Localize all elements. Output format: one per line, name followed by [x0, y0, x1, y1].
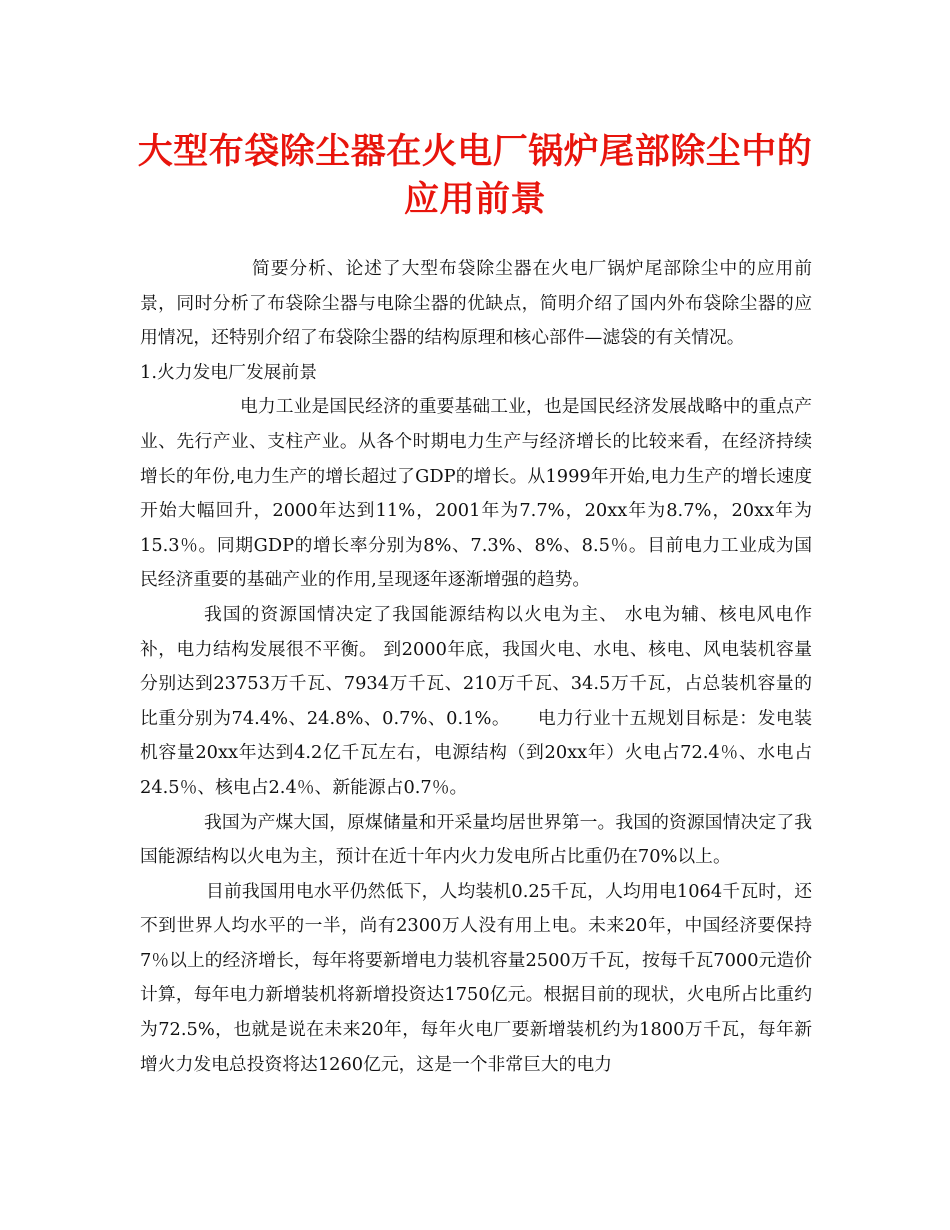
body-paragraph-3: 我国为产煤大国，原煤储量和开采量均居世界第一。我国的资源国情决定了我国能源结构以火电为主，预计在近十年内火力发电所占比重仍在70%以上。: [140, 811, 812, 868]
abstract-paragraph: 简要分析、论述了大型布袋除尘器在火电厂锅炉尾部除尘中的应用前景，同时分析了布袋除尘器与电除尘器的优缺点，简明介绍了国内外布袋除尘器的应用情况，还特别介绍了布袋除尘器的结构原理和核心部件—滤袋的有关情况。: [140, 258, 812, 349]
body-paragraph-4: 目前我国用电水平仍然低下，人均装机0.25千瓦，人均用电1064千瓦时，还不到世界人均水平的一半，尚有2300万人没有用上电。未来20年，中国经济要保持7％以上的经济增长，每年将要新增电力装机容量2500万千瓦，按每千瓦7000元造价计算，每年电力新增装机将新增投资达1750亿元。根据目前的现状，火电所占比重约为72.5%，也就是说在未来20年，每年火电厂要新增装机约为1800万千瓦，每年新增火力发电总投资将达1260亿元，这是一个非常巨大的电力: [140, 880, 812, 1075]
document-body: [140, 252, 812, 1082]
title-line-1: 大型布袋除尘器在火电厂锅炉尾部除尘中的: [137, 132, 813, 172]
document-title: [100, 128, 850, 224]
section-heading: 1.火力发电厂发展前景: [140, 361, 317, 383]
title-line-2: 应用前景: [403, 180, 546, 220]
body-paragraph-2: 我国的资源国情决定了我国能源结构以火电为主、 水电为辅、核电风电作补，电力结构发展很不平衡。 到2000年底，我国火电、水电、核电、风电装机容量分别达到23753万千瓦、7934万千瓦、210万千瓦、34.5万千瓦，占总装机容量的比重分别为74.4%、24.8%、0.7%、0.1%。 电力行业十五规划目标是：发电装机容量20xx年达到4.2亿千瓦左右，电源结构（到20xx年）火电占72.4％、水电占24.5％、核电占2.4％、新能源占0.7％。: [140, 603, 812, 798]
body-paragraph-1: 电力工业是国民经济的重要基础工业，也是国民经济发展战略中的重点产业、先行产业、支柱产业。从各个时期电力生产与经济增长的比较来看，在经济持续增长的年份,电力生产的增长超过了GDP的增长。从1999年开始,电力生产的增长速度开始大幅回升，2000年达到11%，2001年为7.7%，20xx年为8.7%，20xx年为15.3％。同期GDP的增长率分别为8%、7.3%、8%、8.5％。目前电力工业成为国民经济重要的基础产业的作用,呈现逐年逐渐增强的趋势。: [140, 396, 812, 591]
